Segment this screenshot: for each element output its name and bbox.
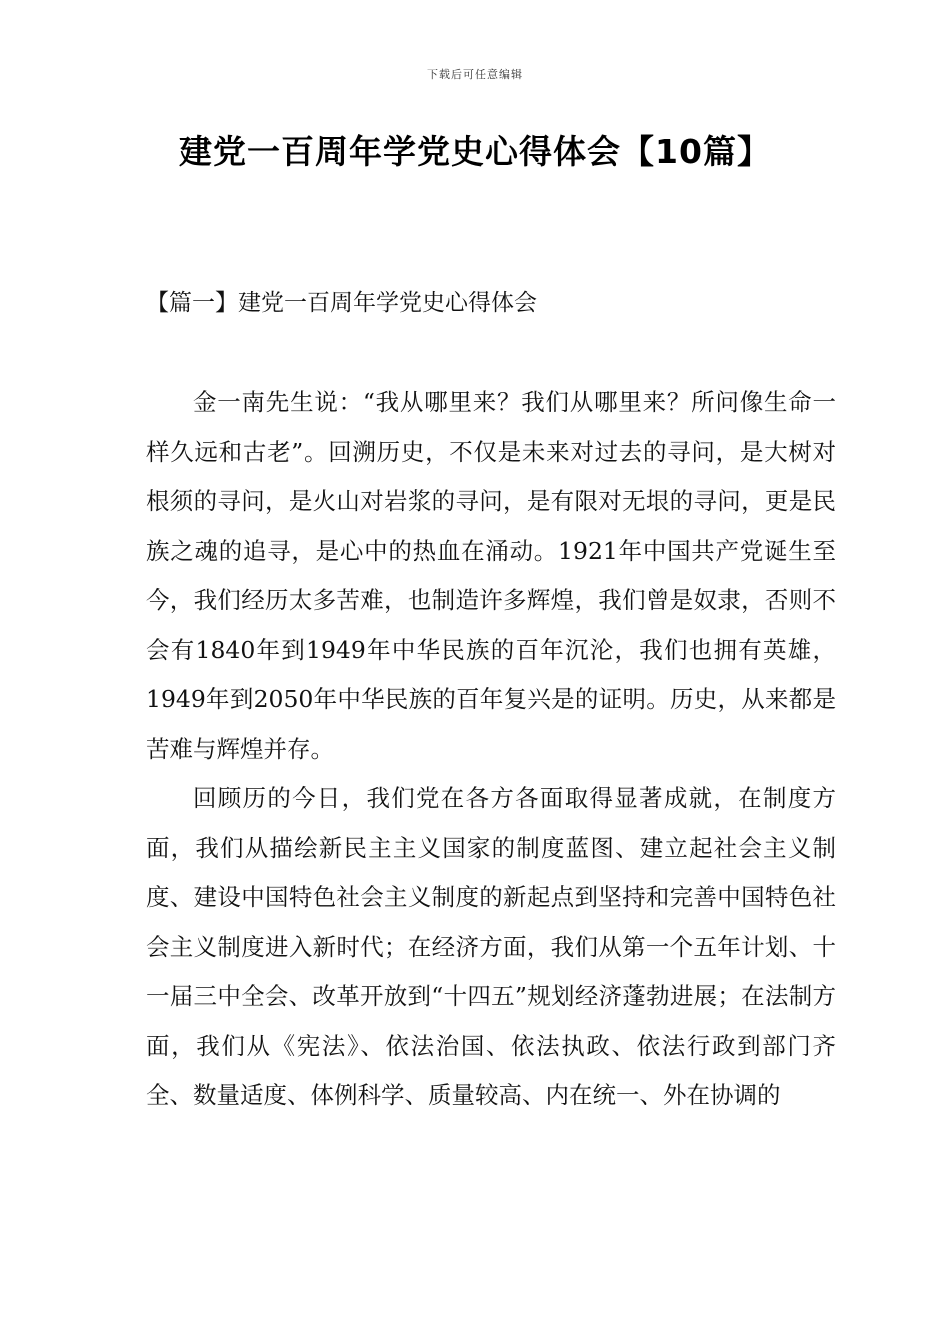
- section-heading: 【篇一】建党一百周年学党史心得体会: [146, 290, 537, 316]
- header-note: 下载后可任意编辑: [427, 68, 523, 81]
- body-text: [146, 378, 836, 1121]
- paragraph-2: 回顾历的今日，我们党在各方各面取得显著成就，在制度方面，我们从描绘新民主主义国家的制度蓝图、建立起社会主义制度、建设中国特色社会主义制度的新起点到坚持和完善中国特色社会主义制度进入新时代；在经济方面，我们从第一个五年计划、十一届三中全会、改革开放到“十四五”规划经济蓬勃进展；在法制方面，我们从《宪法》、依法治国、依法执政、依法行政到部门齐全、数量适度、体例科学、质量较高、内在统一、外在协调的: [146, 784, 836, 1109]
- document-title: 建党一百周年学党史心得体会【10篇】: [179, 132, 771, 171]
- paragraph-1: 金一南先生说：“我从哪里来？我们从哪里来？所问像生命一样久远和古老”。回溯历史，不仅是未来对过去的寻问，是大树对根须的寻问，是火山对岩浆的寻问，是有限对无垠的寻问，更是民族之魂的追寻，是心中的热血在涌动。1921年中国共产党诞生至今，我们经历太多苦难，也制造许多辉煌，我们曾是奴隶，否则不会有1840年到1949年中华民族的百年沉沦，我们也拥有英雄，1949年到2050年中华民族的百年复兴是的证明。历史，从来都是苦难与辉煌并存。: [146, 388, 836, 763]
